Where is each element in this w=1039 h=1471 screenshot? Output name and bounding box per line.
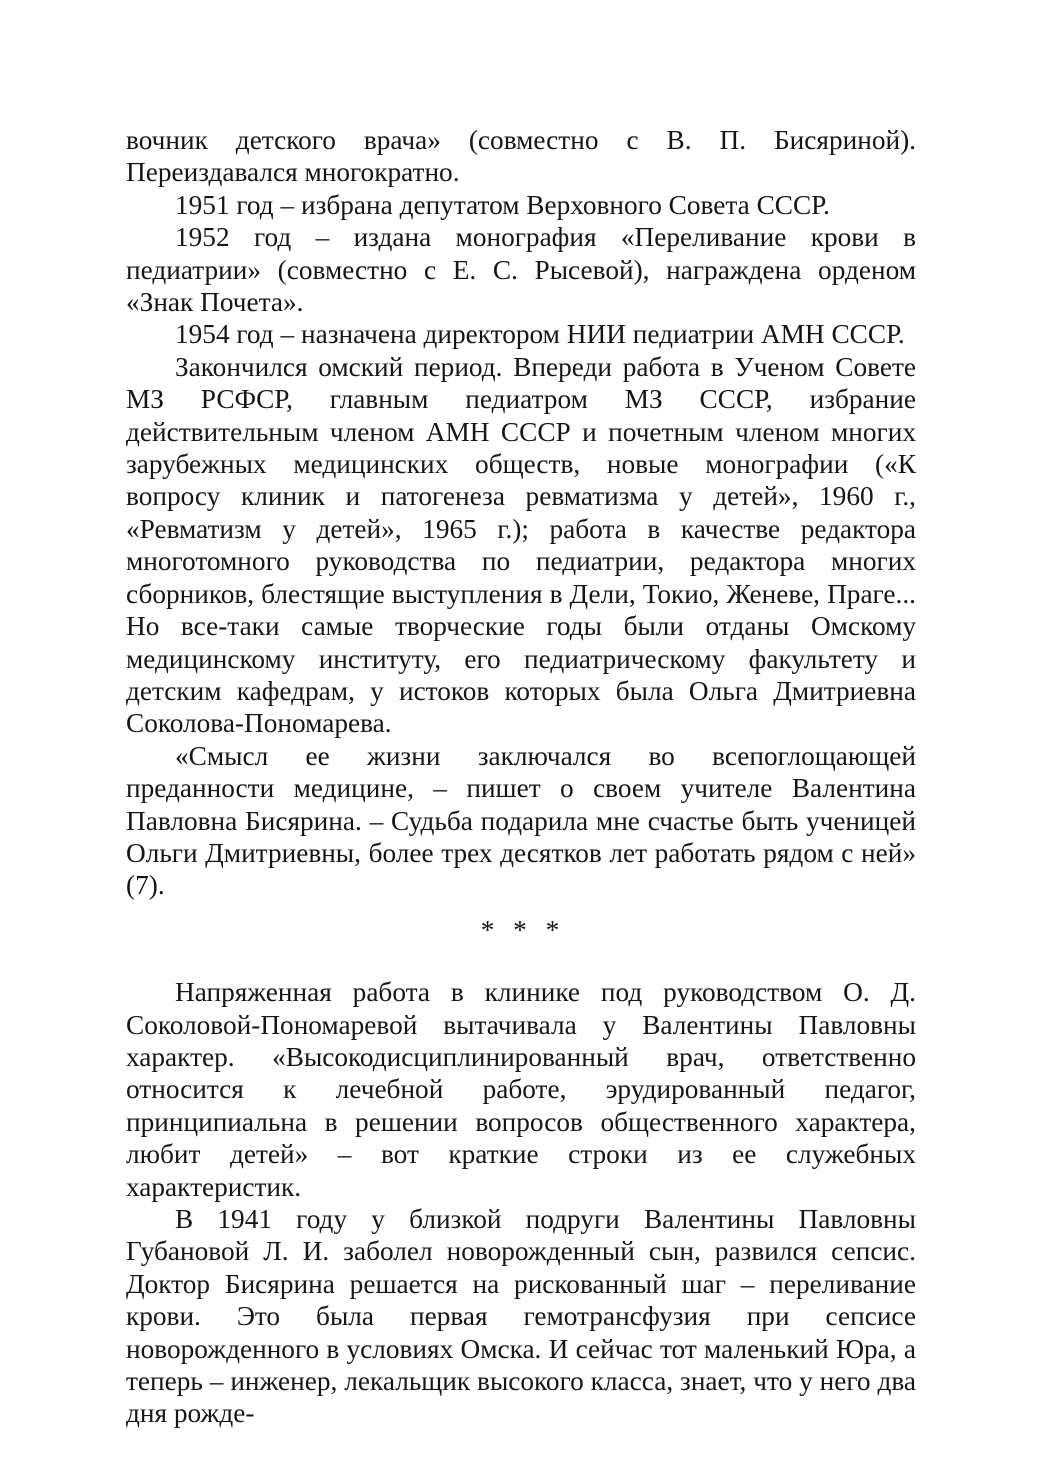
paragraph-continuation: вочник детского врача» (совместно с В. П. Бисяриной). Переиздавался многократно. — [126, 125, 916, 188]
page-text — [126, 124, 916, 1430]
paragraph-clinic-work: Напряженная работа в клинике под руководством О. Д. Соколовой-Пономаревой вытачивала у Валентины Павловны характер. «Высокодисциплинированный врач, ответственно относится к лечебной работе, эрудированный педагог, принципиальна в решении вопросов общественного характера, любит детей» – вот краткие строки из ее служебных характеристик. — [126, 977, 916, 1202]
paragraph-omsk-period: Закончился омский период. Впереди работа в Ученом Совете МЗ РСФСР, главным педиатром МЗ СССР, избрание действительным членом АМН СССР и почетным членом многих зарубежных медицинских обществ, новые монографии («К вопросу клиник и патогенеза ревматизма у детей», 1960 г., «Ревматизм у детей», 1965 г.); работа в качестве редактора многотомного руководства по педиатрии, редактора многих сборников, блестящие выступления в Дели, Токио, Женеве, Праге... Но все-таки самые творческие годы были отданы Омскому медицинскому институту, его педиатрическому факультету и детским кафедрам, у истоков которых была Ольга Дмитриевна Соколова-Пономарева. — [126, 351, 916, 739]
paragraph-1941: В 1941 году у близкой подруги Валентины Павловны Губановой Л. И. заболел новорожденный сын, развился сепсис. Доктор Бисярина решается на рискованный шаг – переливание крови. Это была первая гемотрансфузия при сепсисе новорожденного в условиях Омска. И сейчас тот маленький Юра, а теперь – инженер, лекальщик высокого класса, знает, что у него два дня рожде- — [126, 1204, 916, 1429]
section-separator: * * * — [480, 914, 566, 945]
paragraph-1954: 1954 год – назначена директором НИИ педиатрии АМН СССР. — [175, 319, 905, 350]
paragraph-1951: 1951 год – избрана депутатом Верховного Совета СССР. — [175, 189, 830, 220]
paragraph-quote: «Смысл ее жизни заключался во всепоглощающей преданности медицине, – пишет о своем учителе Валентина Павловна Бисярина. – Судьба подарила мне счастье быть ученицей Ольги Дмитриевны, более трех десятков лет работать рядом с ней» (7). — [126, 740, 916, 901]
paragraph-1952: 1952 год – издана монография «Переливание крови в педиатрии» (совместно с Е. С. Рысевой), награждена орденом «Знак Почета». — [126, 222, 916, 318]
